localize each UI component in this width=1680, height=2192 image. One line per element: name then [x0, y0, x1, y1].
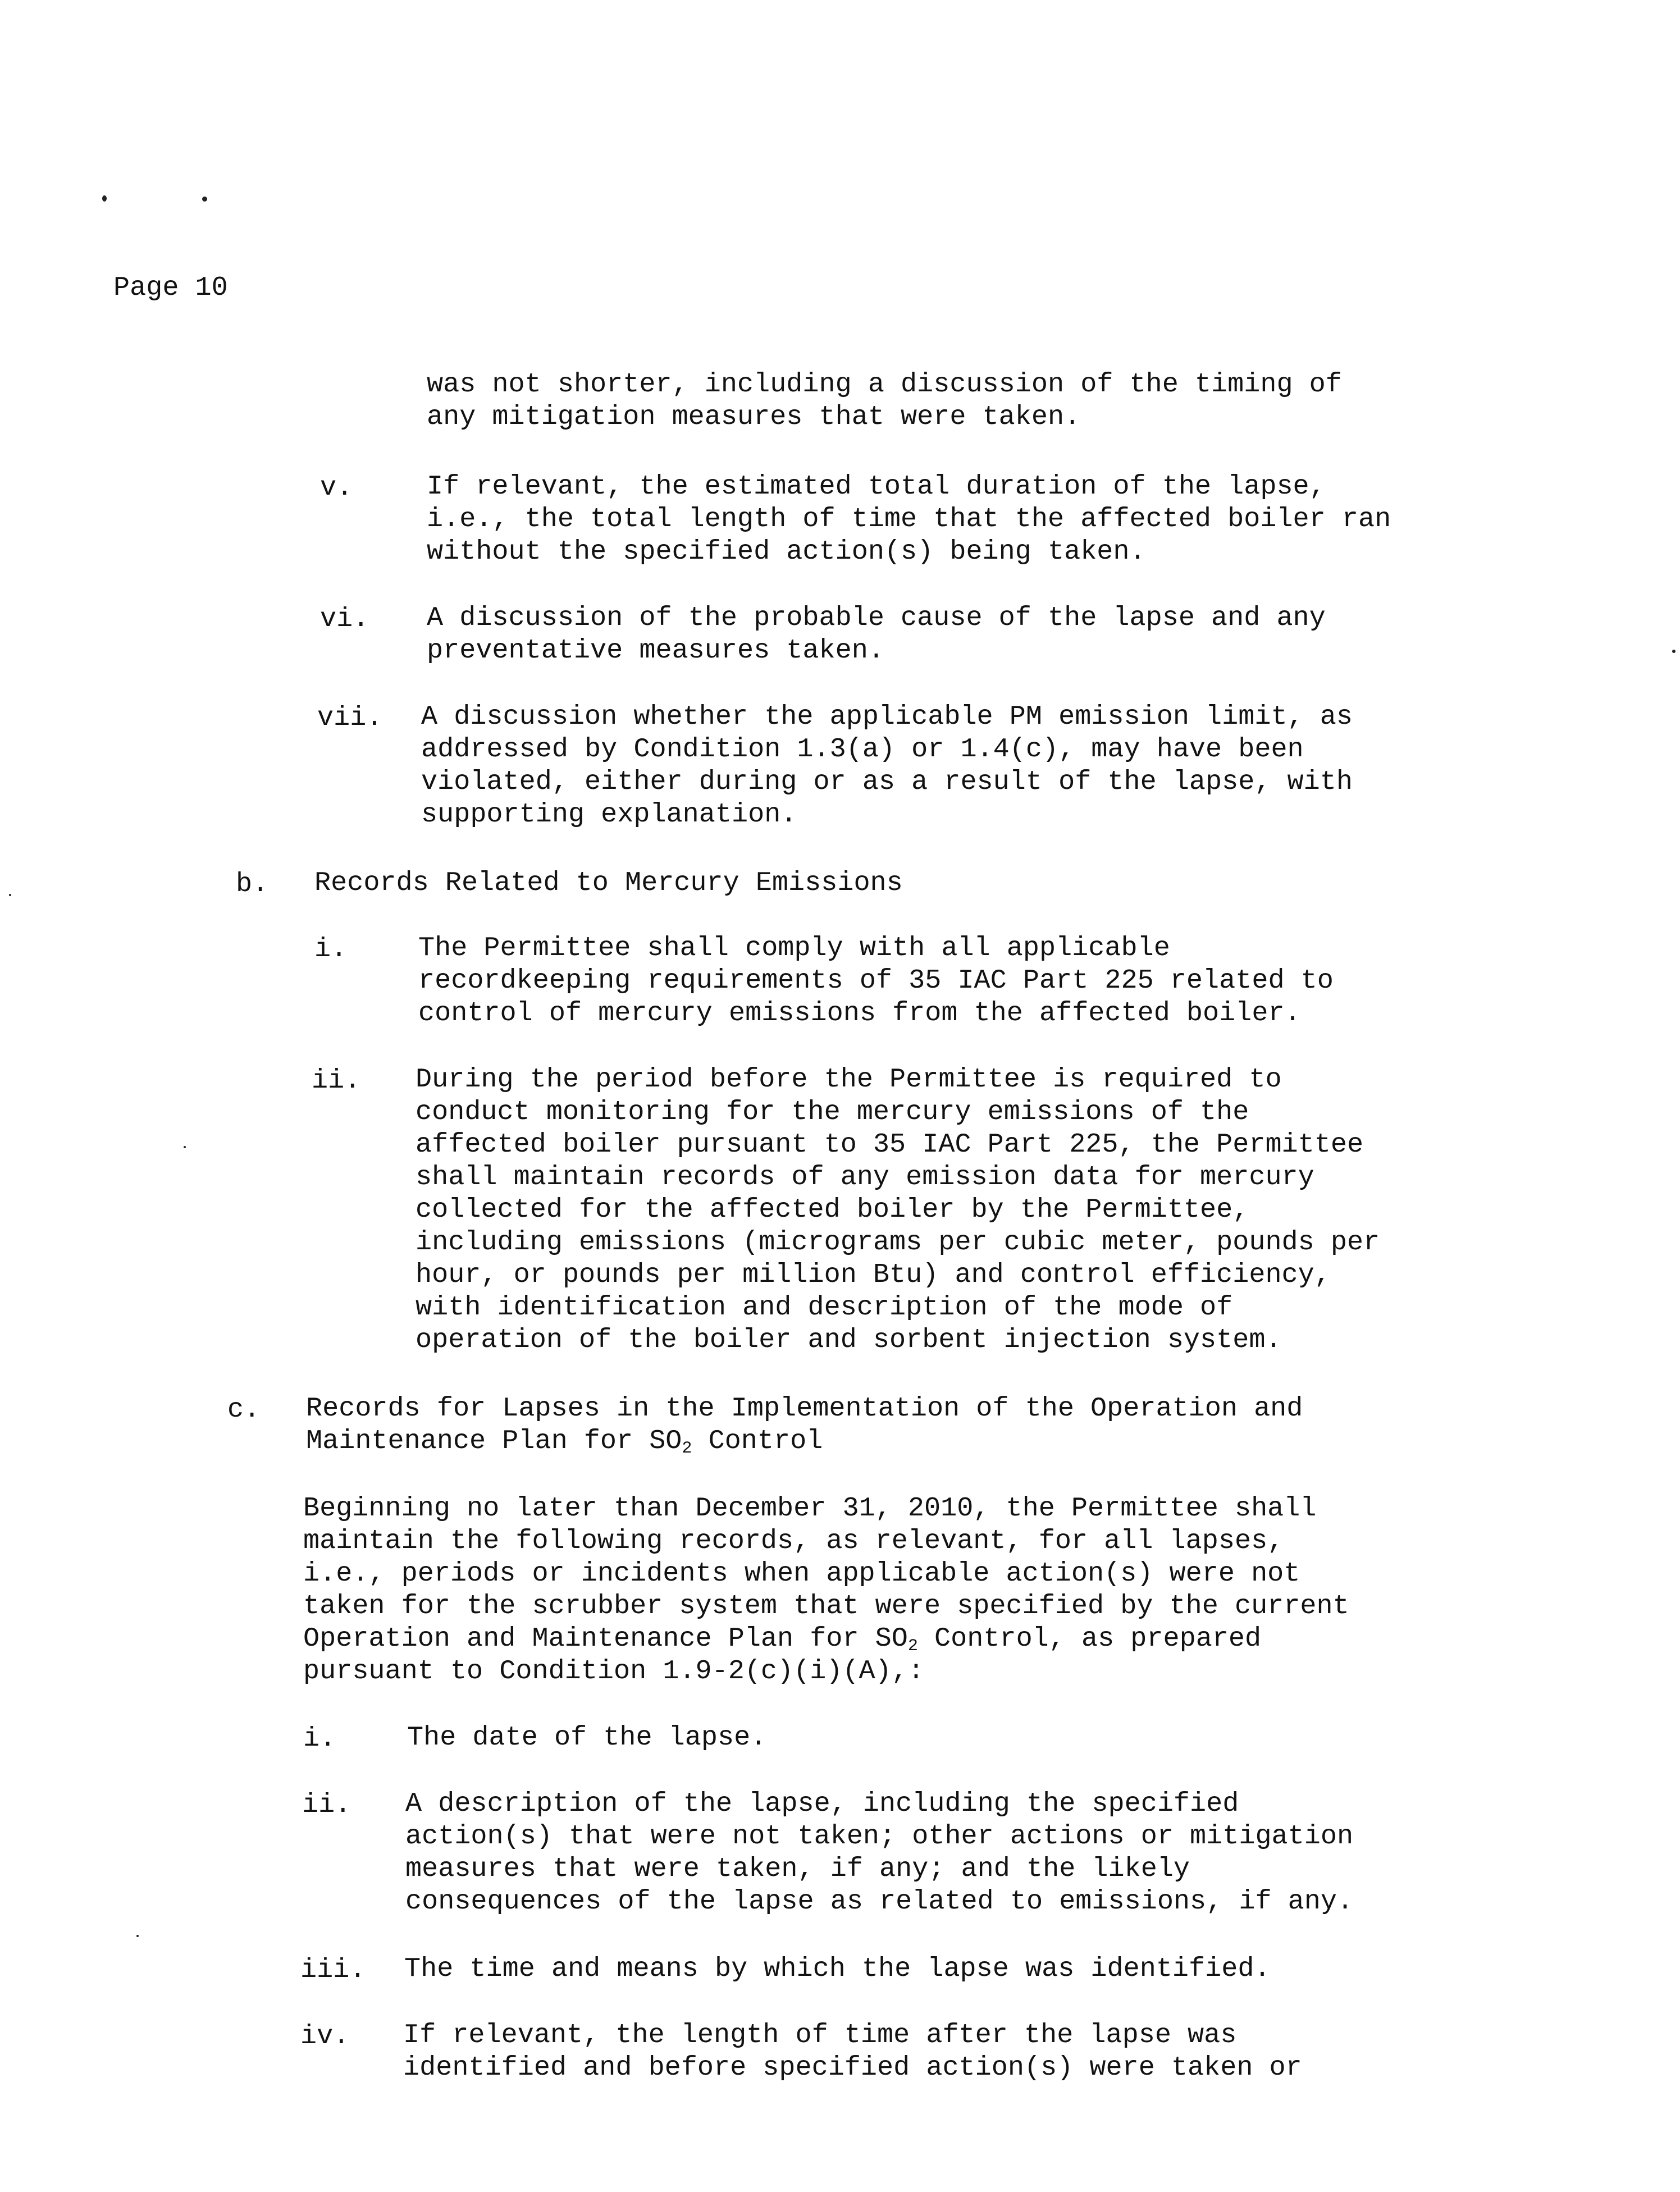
item-marker: ii.: [312, 1065, 361, 1096]
text-line: [303, 1623, 1261, 1658]
subscript: 2: [907, 1637, 918, 1656]
text-line: preventative measures taken.: [427, 635, 884, 666]
text-fragment: Operation and Maintenance Plan for SO: [303, 1623, 908, 1654]
text-fragment: Control, as prepared: [917, 1623, 1262, 1654]
item-marker: iii.: [300, 1954, 366, 1985]
scan-speck: [136, 1935, 139, 1937]
text-line: A discussion of the probable cause of the lapse and any: [427, 602, 1326, 633]
text-line: was not shorter, including a discussion of the timing of: [427, 369, 1342, 400]
text-line: i.e., periods or incidents when applicable action(s) were not: [303, 1558, 1300, 1589]
text-line: any mitigation measures that were taken.: [427, 401, 1081, 432]
text-line: supporting explanation.: [421, 799, 797, 830]
section-marker: c.: [227, 1394, 261, 1425]
section-title: Records Related to Mercury Emissions: [314, 867, 903, 898]
text-line: During the period before the Permittee is required to: [416, 1064, 1282, 1095]
text-line: maintain the following records, as relevant, for all lapses,: [303, 1526, 1284, 1556]
text-line: [306, 1425, 823, 1460]
text-fragment: Maintenance Plan for SO: [306, 1426, 682, 1456]
scan-speck: [202, 197, 207, 202]
section-marker: b.: [236, 869, 269, 899]
text-line: hour, or pounds per million Btu) and control efficiency,: [416, 1259, 1331, 1290]
text-fragment: Control: [692, 1426, 823, 1456]
text-line: The Permittee shall comply with all applicable: [418, 933, 1170, 963]
text-line: collected for the affected boiler by the Permittee,: [416, 1194, 1249, 1225]
item-marker: v.: [320, 472, 353, 503]
text-line: conduct monitoring for the mercury emissions of the: [416, 1097, 1249, 1127]
text-line: shall maintain records of any emission data for mercury: [416, 1162, 1314, 1193]
text-line: consequences of the lapse as related to emissions, if any.: [405, 1886, 1354, 1917]
text-line: Beginning no later than December 31, 2010, the Permittee shall: [303, 1493, 1317, 1524]
text-line: Records for Lapses in the Implementation of the Operation and: [306, 1393, 1303, 1424]
scan-speck: [1672, 650, 1676, 653]
text-line: recordkeeping requirements of 35 IAC Part 225 related to: [418, 965, 1334, 996]
page-number: Page 10: [113, 272, 228, 303]
text-line: i.e., the total length of time that the affected boiler ran: [427, 504, 1391, 535]
text-line: If relevant, the length of time after the lapse was: [403, 2020, 1237, 2051]
text-line: pursuant to Condition 1.9-2(c)(i)(A),:: [303, 1656, 924, 1687]
item-marker: vi.: [320, 604, 369, 634]
item-marker: i.: [303, 1723, 336, 1754]
text-line: A description of the lapse, including the specified: [405, 1788, 1239, 1819]
text-line: taken for the scrubber system that were specified by the current: [303, 1591, 1349, 1622]
text-line: with identification and description of the mode of: [416, 1292, 1233, 1323]
text-line: control of mercury emissions from the affected boiler.: [418, 998, 1301, 1029]
text-line: including emissions (micrograms per cubic meter, pounds per: [416, 1227, 1380, 1258]
text-line: affected boiler pursuant to 35 IAC Part 225, the Permittee: [416, 1129, 1364, 1160]
text-line: addressed by Condition 1.3(a) or 1.4(c), may have been: [421, 734, 1304, 765]
item-marker: ii.: [302, 1789, 351, 1820]
item-marker: iv.: [300, 2021, 350, 2052]
text-line: operation of the boiler and sorbent injection system.: [416, 1325, 1282, 1355]
text-line: measures that were taken, if any; and the likely: [405, 1853, 1190, 1884]
scan-speck: [9, 894, 11, 896]
subscript: 2: [682, 1439, 692, 1459]
text-line: without the specified action(s) being taken.: [427, 536, 1146, 567]
text-line: violated, either during or as a result of the lapse, with: [421, 766, 1353, 797]
scan-speck: [102, 195, 107, 202]
item-marker: vii.: [317, 702, 383, 733]
text-line: If relevant, the estimated total duration of the lapse,: [427, 471, 1326, 502]
text-line: A discussion whether the applicable PM emission limit, as: [421, 701, 1353, 732]
text-line: The time and means by which the lapse was identified.: [404, 1953, 1271, 1984]
text-line: action(s) that were not taken; other actions or mitigation: [405, 1821, 1354, 1852]
item-marker: i.: [314, 934, 348, 965]
text-line: The date of the lapse.: [407, 1722, 767, 1753]
scan-speck: [184, 1146, 186, 1148]
text-line: identified and before specified action(s) were taken or: [403, 2052, 1302, 2083]
